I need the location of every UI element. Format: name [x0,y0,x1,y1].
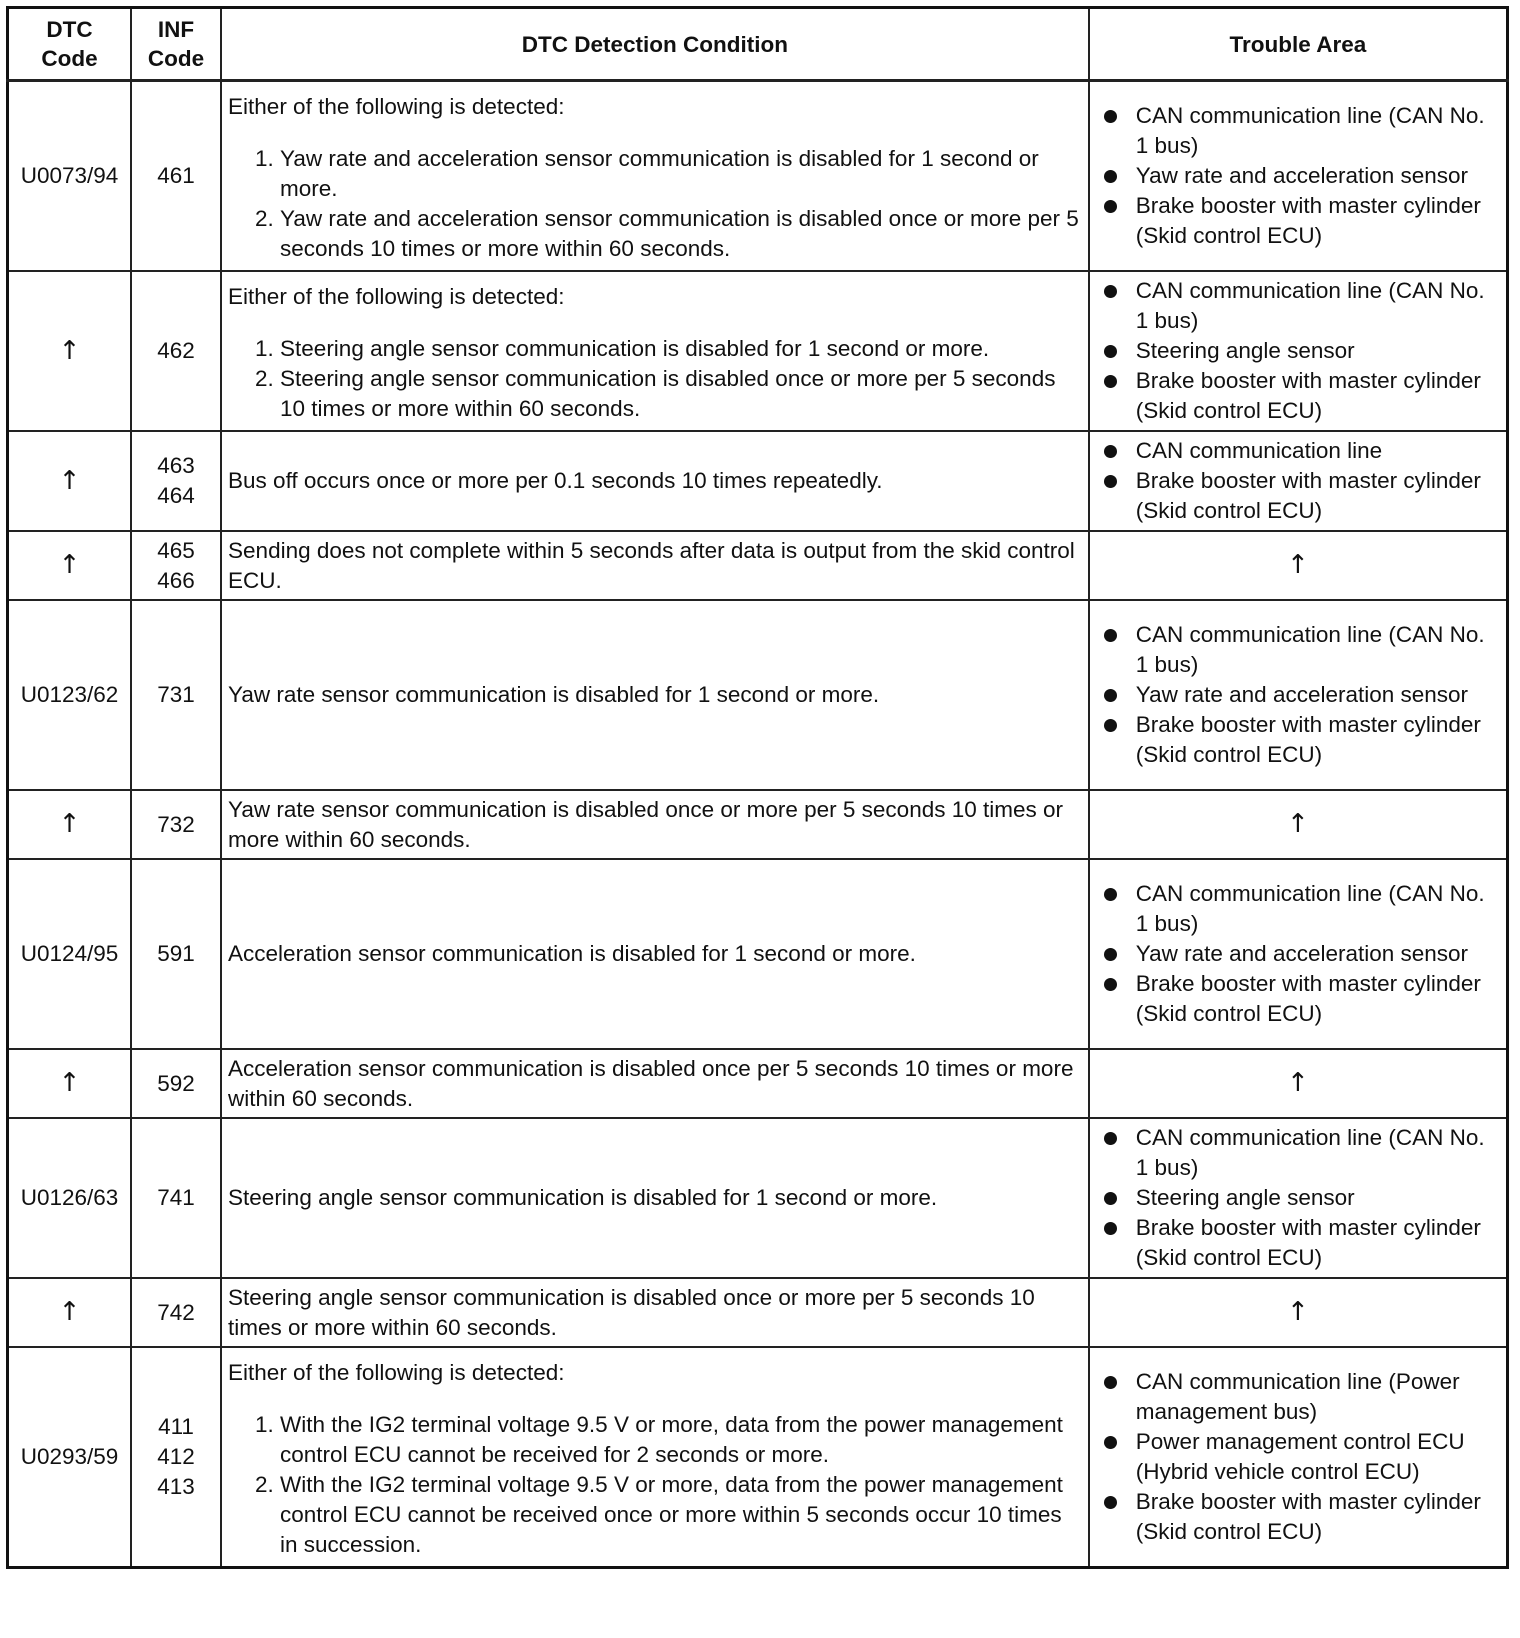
table-row [8,1118,1508,1278]
trouble-area-cell [1089,1278,1508,1347]
ditto-arrow-icon: ↑ [1286,809,1309,839]
ditto-arrow-icon: ↑ [58,550,81,580]
detection-condition-cell [221,859,1089,1049]
trouble-area-item: Yaw rate and acceleration sensor [1096,939,1500,969]
ditto-arrow-icon: ↑ [1286,1297,1309,1327]
dtc-code-cell [8,271,132,431]
dtc-code-cell [8,1049,132,1118]
dtc-code-cell [8,81,132,272]
inf-code-cell [131,600,221,790]
detection-condition-cell [221,1278,1089,1347]
condition-intro: Either of the following is detected: [228,284,565,309]
trouble-area-cell [1089,859,1508,1049]
condition-text: Steering angle sensor communication is disabled for 1 second or more. [228,1185,938,1210]
detection-condition-cell [221,271,1089,431]
condition-list [228,1410,1082,1560]
trouble-area-list [1096,1367,1500,1547]
condition-intro: Either of the following is detected: [228,1360,565,1385]
condition-list [228,334,1082,424]
inf-code: 412 [157,1444,195,1469]
trouble-area-list [1096,276,1500,426]
header-inf-code [131,8,221,81]
condition-text: Yaw rate sensor communication is disabled once or more per 5 seconds 10 times or more within 60 seconds. [228,796,1064,852]
condition-text: Bus off occurs once or more per 0.1 seconds 10 times repeatedly. [228,468,883,493]
inf-code-cell [131,790,221,859]
table-row [8,600,1508,790]
header-inf-code-label: INF Code [147,17,205,71]
trouble-area-item: Brake booster with master cylinder (Skid control ECU) [1096,969,1500,1029]
trouble-area-cell [1089,1347,1508,1568]
inf-code-cell [131,531,221,600]
table-row [8,81,1508,272]
inf-code: 732 [157,811,195,837]
trouble-area-item: Brake booster with master cylinder (Skid control ECU) [1096,710,1500,770]
inf-code: 465 [157,537,195,563]
dtc-code-cell [8,531,132,600]
ditto-arrow-icon: ↑ [58,1297,81,1327]
trouble-area-item: Yaw rate and acceleration sensor [1096,161,1500,191]
inf-code: 742 [157,1299,195,1325]
header-condition: DTC Detection Condition [221,8,1089,81]
table-row [8,1347,1508,1568]
trouble-area-cell [1089,431,1508,531]
table-row [8,271,1508,431]
header-trouble-area: Trouble Area [1089,8,1508,81]
table-row [8,531,1508,600]
inf-code-cell [131,1118,221,1278]
inf-code: 741 [157,1185,195,1210]
condition-intro: Either of the following is detected: [228,94,565,119]
trouble-area-cell [1089,531,1508,600]
trouble-area-item: CAN communication line [1096,436,1500,466]
ditto-arrow-icon: ↑ [58,465,81,496]
condition-item: 1. Yaw rate and acceleration sensor communication is disabled for 1 second or more. [280,144,1082,204]
dtc-code: U0073/94 [20,163,119,188]
trouble-area-item: CAN communication line (CAN No. 1 bus) [1096,620,1500,680]
trouble-area-item: Steering angle sensor [1096,336,1500,366]
dtc-code: U0126/63 [20,1185,119,1210]
condition-item: 1. With the IG2 terminal voltage 9.5 V or more, data from the power management control ECU cannot be received for 2 seconds or more. [280,1410,1082,1470]
trouble-area-cell [1089,81,1508,272]
inf-code: 413 [157,1474,195,1499]
header-dtc-code [8,8,132,81]
table-body [8,81,1508,1568]
inf-code-cell [131,1347,221,1568]
ditto-arrow-icon: ↑ [1286,1068,1309,1098]
table-row [8,431,1508,531]
table-row [8,790,1508,859]
dtc-table [6,6,1509,1569]
dtc-code-cell [8,1347,132,1568]
trouble-area-cell [1089,271,1508,431]
inf-code: 464 [157,483,195,508]
trouble-area-list [1096,436,1500,526]
condition-item: 1. Steering angle sensor communication is disabled for 1 second or more. [280,334,1082,364]
detection-condition-cell [221,1347,1089,1568]
inf-code-cell [131,431,221,531]
condition-text: Yaw rate sensor communication is disabled for 1 second or more. [228,682,880,707]
trouble-area-list [1096,620,1500,770]
detection-condition-cell [221,1118,1089,1278]
trouble-area-item: Yaw rate and acceleration sensor [1096,680,1500,710]
detection-condition-cell [221,1049,1089,1118]
table-row [8,1278,1508,1347]
dtc-code-cell [8,1278,132,1347]
condition-item: 2. Yaw rate and acceleration sensor communication is disabled once or more per 5 seconds 10 times or more within 60 seconds. [280,204,1082,264]
dtc-code: U0124/95 [20,941,119,966]
ditto-arrow-icon: ↑ [58,335,81,366]
trouble-area-cell [1089,790,1508,859]
condition-item: 2. With the IG2 terminal voltage 9.5 V or more, data from the power management control ECU cannot be received once or more within 5 seconds occur 10 times in succession. [280,1470,1082,1560]
inf-code: 461 [157,163,195,188]
inf-code: 592 [157,1070,195,1096]
inf-code-cell [131,1278,221,1347]
ditto-arrow-icon: ↑ [58,809,81,839]
detection-condition-cell [221,431,1089,531]
ditto-arrow-icon: ↑ [58,1068,81,1098]
dtc-code-cell [8,431,132,531]
inf-code: 462 [157,338,195,363]
trouble-area-item: CAN communication line (CAN No. 1 bus) [1096,1123,1500,1183]
dtc-code-cell [8,859,132,1049]
trouble-area-item: Brake booster with master cylinder (Skid control ECU) [1096,366,1500,426]
ditto-arrow-icon: ↑ [1286,550,1309,580]
dtc-code: U0293/59 [20,1444,119,1469]
trouble-area-item: Brake booster with master cylinder (Skid control ECU) [1096,1487,1500,1547]
detection-condition-cell [221,81,1089,272]
dtc-code: U0123/62 [20,682,119,707]
trouble-area-item: CAN communication line (CAN No. 1 bus) [1096,276,1500,336]
trouble-area-item: CAN communication line (CAN No. 1 bus) [1096,879,1500,939]
condition-text: Steering angle sensor communication is disabled once or more per 5 seconds 10 times or more within 60 seconds. [228,1284,1035,1340]
trouble-area-item: CAN communication line (Power management bus) [1096,1367,1500,1427]
inf-code: 731 [157,682,195,707]
dtc-code-cell [8,600,132,790]
condition-text: Acceleration sensor communication is disabled once per 5 seconds 10 times or more within 60 seconds. [228,1055,1074,1111]
trouble-area-list [1096,1123,1500,1273]
detection-condition-cell [221,790,1089,859]
dtc-code-cell [8,790,132,859]
trouble-area-item: Power management control ECU (Hybrid vehicle control ECU) [1096,1427,1500,1487]
trouble-area-item: Brake booster with master cylinder (Skid control ECU) [1096,466,1500,526]
condition-text: Sending does not complete within 5 seconds after data is output from the skid control ECU. [228,537,1075,593]
inf-code: 466 [157,567,195,593]
inf-code-cell [131,81,221,272]
table-row [8,1049,1508,1118]
trouble-area-cell [1089,1049,1508,1118]
condition-text: Acceleration sensor communication is disabled for 1 second or more. [228,941,916,966]
detection-condition-cell [221,531,1089,600]
inf-code: 591 [157,941,195,966]
condition-item: 2. Steering angle sensor communication is disabled once or more per 5 seconds 10 times or more within 60 seconds. [280,364,1082,424]
header-dtc-code-label: DTC Code [41,17,98,71]
inf-code-cell [131,271,221,431]
detection-condition-cell [221,600,1089,790]
trouble-area-item: Steering angle sensor [1096,1183,1500,1213]
inf-code: 411 [158,1414,194,1439]
trouble-area-item: Brake booster with master cylinder (Skid control ECU) [1096,1213,1500,1273]
trouble-area-item: CAN communication line (CAN No. 1 bus) [1096,101,1500,161]
inf-code-cell [131,1049,221,1118]
trouble-area-list [1096,101,1500,251]
condition-list [228,144,1082,264]
trouble-area-cell [1089,1118,1508,1278]
inf-code-cell [131,859,221,1049]
trouble-area-item: Brake booster with master cylinder (Skid control ECU) [1096,191,1500,251]
inf-code: 463 [157,453,195,478]
table-row [8,859,1508,1049]
table-header-row [8,8,1508,81]
dtc-code-cell [8,1118,132,1278]
trouble-area-list [1096,879,1500,1029]
trouble-area-cell [1089,600,1508,790]
